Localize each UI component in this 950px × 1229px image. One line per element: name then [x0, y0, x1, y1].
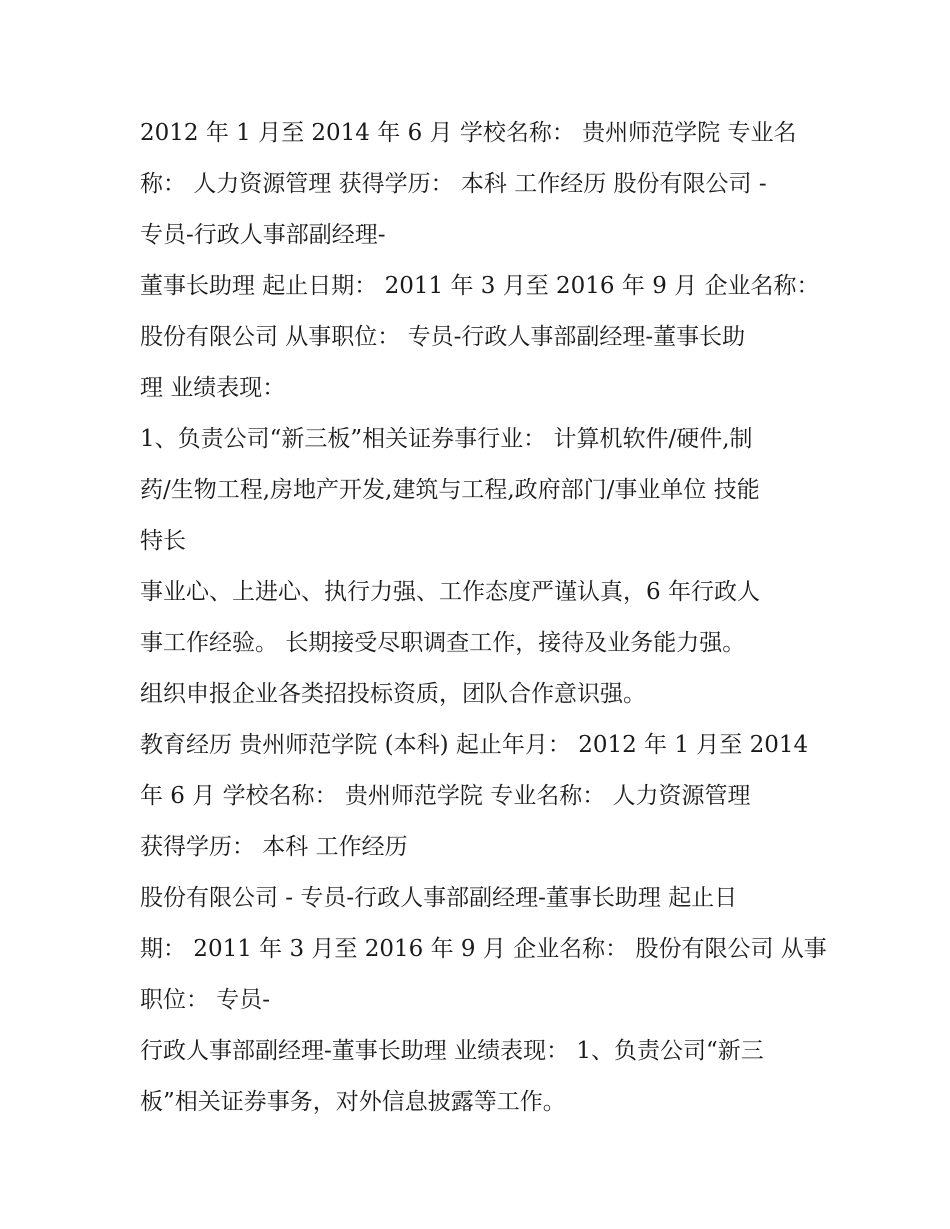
text-line-4: 董事长助理 起止日期： 2011 年 3 月至 2016 年 9 月 企业名称： [140, 273, 820, 299]
text-line-11: 事工作经验。 长期接受尽职调查工作，接待及业务能力强。 [140, 630, 746, 656]
text-line-8: 药/生物工程,房地产开发,建筑与工程,政府部门/事业单位 技能 [140, 477, 760, 503]
text-line-10: 事业心、上进心、执行力强、工作态度严谨认真，6 年行政人 [140, 579, 760, 605]
text-line-9: 特长 [140, 528, 186, 554]
document-body [140, 108, 827, 1128]
text-line-5: 股份有限公司 从事职位： 专员-行政人事部副经理-董事长助 [140, 324, 746, 350]
text-line-12: 组织申报企业各类招投标资质，团队合作意识强。 [140, 681, 646, 707]
text-line-6: 理 业绩表现： [140, 375, 286, 401]
text-line-19: 行政人事部副经理-董事长助理 业绩表现： 1、负责公司“新三 [140, 1038, 764, 1064]
text-line-3: 专员-行政人事部副经理- [140, 222, 386, 248]
text-line-20: 板”相关证券事务，对外信息披露等工作。 [140, 1089, 566, 1115]
text-line-15: 获得学历： 本科 工作经历 [140, 834, 408, 860]
text-line-2: 称： 人力资源管理 获得学历： 本科 工作经历 股份有限公司 - [140, 171, 767, 197]
text-line-7: 1、负责公司“新三板”相关证券事行业： 计算机软件/硬件,制 [140, 426, 753, 452]
text-line-18: 职位： 专员- [140, 987, 271, 1013]
text-line-1: 2012 年 1 月至 2014 年 6 月 学校名称： 贵州师范学院 专业名 [140, 120, 797, 146]
text-line-14: 年 6 月 学校名称： 贵州师范学院 专业名称： 人力资源管理 [140, 783, 751, 809]
text-line-13: 教育经历 贵州师范学院 (本科) 起止年月： 2012 年 1 月至 2014 [140, 732, 809, 758]
text-line-17: 期： 2011 年 3 月至 2016 年 9 月 企业名称： 股份有限公司 从事 [140, 936, 827, 962]
text-line-16: 股份有限公司 - 专员-行政人事部副经理-董事长助理 起止日 [140, 885, 738, 911]
